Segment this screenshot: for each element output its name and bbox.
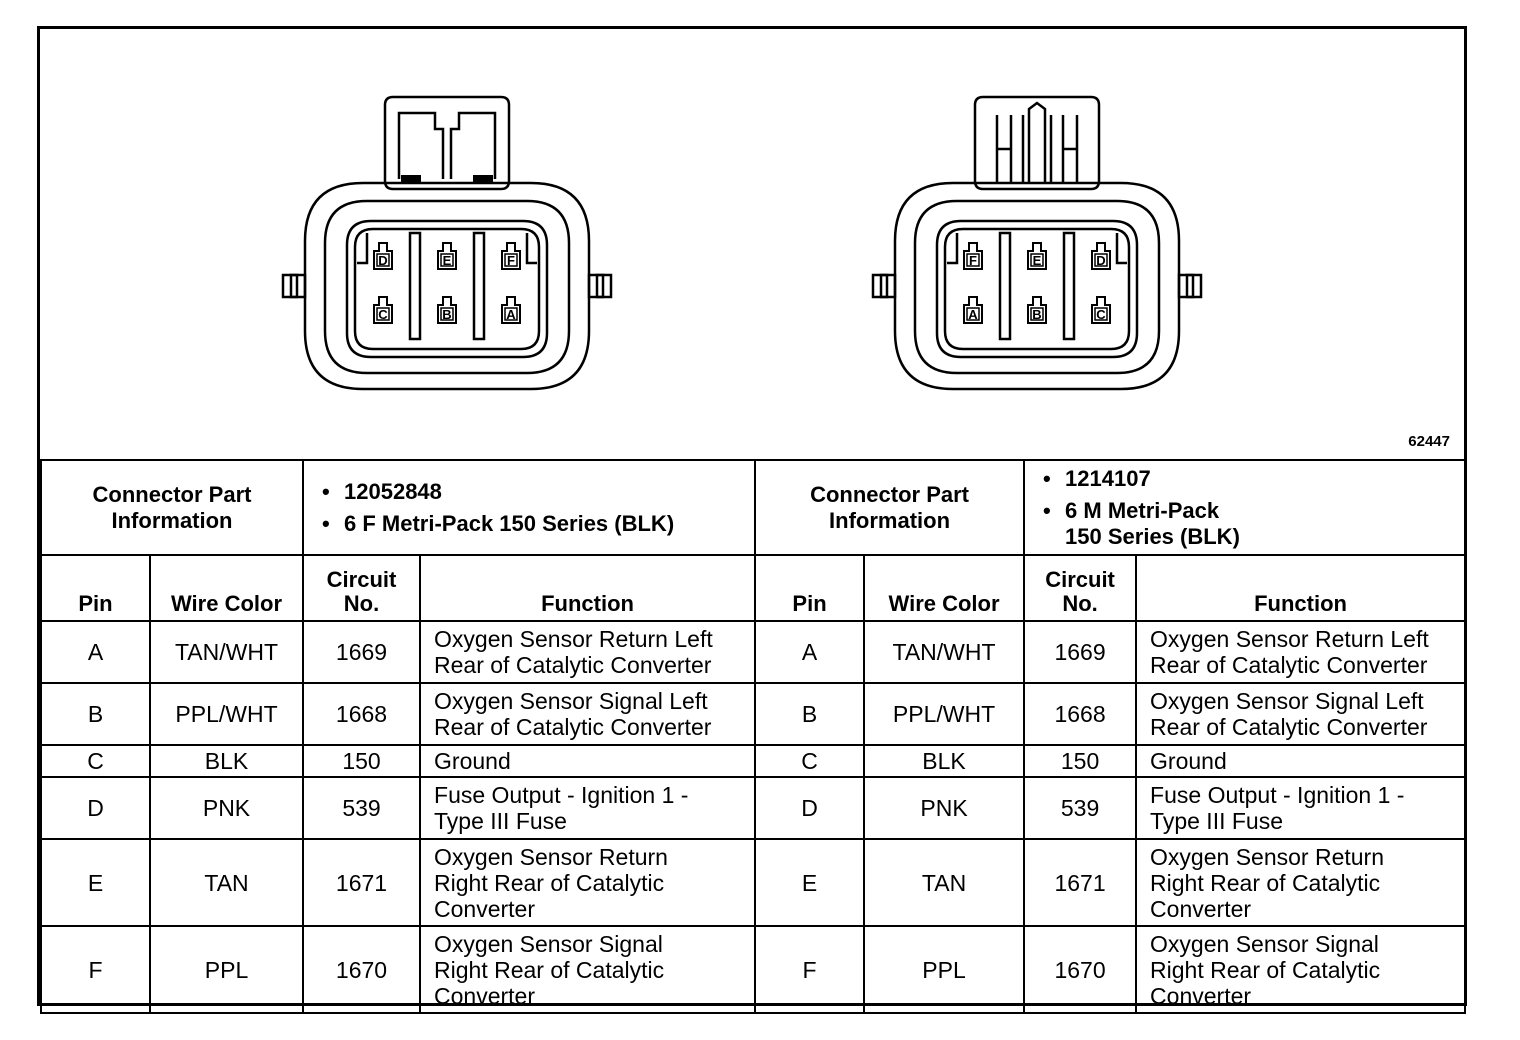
col-circuit-line: Circuit bbox=[1045, 567, 1115, 592]
table-row bbox=[41, 777, 1465, 839]
pin-label: B bbox=[1032, 307, 1042, 322]
col-function: Function bbox=[1136, 555, 1465, 621]
function-line: Oxygen Sensor Return bbox=[1150, 843, 1384, 870]
wire-color-cell: PPL bbox=[150, 926, 303, 1013]
connector-right bbox=[873, 97, 1201, 389]
col-wire-color: Wire Color bbox=[864, 555, 1024, 621]
function-line: Oxygen Sensor Signal bbox=[1150, 930, 1379, 957]
function-line: Rear of Catalytic Converter bbox=[434, 652, 712, 678]
side-ear-left-slot bbox=[881, 275, 887, 297]
circuit-cell: 1669 bbox=[1024, 621, 1136, 683]
circuit-cell: 1668 bbox=[303, 683, 420, 745]
connector-cavity bbox=[937, 221, 1137, 357]
circuit-cell: 1670 bbox=[303, 926, 420, 1013]
wire-color-cell: PNK bbox=[864, 777, 1024, 839]
function-cell bbox=[420, 926, 755, 1013]
function-line: Converter bbox=[434, 895, 535, 922]
function-line: Converter bbox=[434, 982, 535, 1009]
pin-label: E bbox=[442, 253, 452, 268]
pin-label: F bbox=[969, 253, 977, 268]
latch-tab bbox=[473, 175, 493, 183]
pin-cell: D bbox=[41, 777, 150, 839]
table-row bbox=[41, 621, 1465, 683]
connector-cavity-inner bbox=[945, 229, 1129, 349]
function-line: Ground bbox=[1150, 748, 1227, 774]
part-number: • 1214107 bbox=[1065, 466, 1464, 492]
function-line: Right Rear of Catalytic bbox=[1150, 956, 1381, 983]
circuit-cell: 539 bbox=[1024, 777, 1136, 839]
wire-color-cell: BLK bbox=[864, 745, 1024, 777]
latch-detail bbox=[997, 103, 1077, 183]
pin-label: F bbox=[507, 253, 515, 268]
function-cell bbox=[420, 683, 755, 745]
pin-label: C bbox=[1096, 307, 1106, 322]
connector-drawing bbox=[40, 29, 1464, 459]
connector-cavity-inner bbox=[355, 229, 539, 349]
figure-id: 62447 bbox=[1408, 433, 1450, 450]
side-ear-right-slot bbox=[597, 275, 603, 297]
function-line: Oxygen Sensor Return bbox=[434, 843, 668, 870]
col-circuit-line: Circuit bbox=[326, 567, 397, 592]
pin-divider bbox=[474, 233, 484, 339]
function-line: Oxygen Sensor Signal Left bbox=[1150, 688, 1424, 714]
function-cell bbox=[1136, 683, 1465, 745]
pin-divider bbox=[1000, 233, 1010, 339]
function-cell bbox=[1136, 621, 1465, 683]
table-row bbox=[41, 839, 1465, 926]
function-line: Fuse Output - Ignition 1 - bbox=[434, 782, 689, 808]
table-row bbox=[41, 745, 1465, 777]
pinout-table bbox=[40, 459, 1466, 1014]
col-pin: Pin bbox=[41, 555, 150, 621]
function-line: Oxygen Sensor Signal bbox=[434, 930, 663, 957]
function-line: Fuse Output - Ignition 1 - bbox=[1150, 782, 1405, 808]
function-cell bbox=[1136, 777, 1465, 839]
function-cell bbox=[1136, 926, 1465, 1013]
connector-info-label-left bbox=[41, 460, 303, 555]
connector-info-row bbox=[41, 460, 1465, 555]
function-line: Converter bbox=[1150, 895, 1252, 922]
circuit-cell: 1671 bbox=[303, 839, 420, 926]
function-line: Right Rear of Catalytic bbox=[434, 869, 665, 896]
connector-cavity bbox=[347, 221, 547, 357]
pin-label: A bbox=[968, 307, 978, 322]
col-circuit-line: No. bbox=[343, 591, 380, 616]
wire-color-cell: TAN/WHT bbox=[864, 621, 1024, 683]
col-pin: Pin bbox=[755, 555, 864, 621]
col-function: Function bbox=[420, 555, 755, 621]
pin-label: A bbox=[506, 307, 516, 322]
function-line: Right Rear of Catalytic bbox=[1150, 869, 1381, 896]
circuit-cell: 539 bbox=[303, 777, 420, 839]
latch-tab bbox=[401, 175, 421, 183]
pin-label: C bbox=[378, 307, 388, 322]
pin-cell: F bbox=[755, 926, 864, 1013]
wire-color-cell: PPL bbox=[864, 926, 1024, 1013]
info-label-line: Information bbox=[111, 507, 233, 533]
pin-cell: B bbox=[41, 683, 150, 745]
function-cell bbox=[420, 839, 755, 926]
side-ear-right bbox=[1179, 275, 1201, 297]
function-line: Type III Fuse bbox=[434, 808, 567, 834]
function-line: Rear of Catalytic Converter bbox=[434, 714, 712, 740]
function-line: Oxygen Sensor Return Left bbox=[1150, 626, 1429, 652]
connector-info-label-right bbox=[755, 460, 1024, 555]
circuit-cell: 150 bbox=[1024, 745, 1136, 777]
pin-cell: F bbox=[41, 926, 150, 1013]
wire-color-cell: TAN bbox=[864, 839, 1024, 926]
function-cell bbox=[420, 621, 755, 683]
wire-color-cell: PNK bbox=[150, 777, 303, 839]
connector-info-right bbox=[1024, 460, 1465, 555]
function-line: Ground bbox=[434, 748, 511, 774]
diagram-frame bbox=[37, 26, 1467, 1009]
pin-cell: A bbox=[755, 621, 864, 683]
wire-color-cell: TAN bbox=[150, 839, 303, 926]
side-ear-left-slot bbox=[291, 275, 297, 297]
part-description-cont: 150 Series (BLK) bbox=[1065, 523, 1240, 549]
col-circuit bbox=[1024, 555, 1136, 621]
connector-info-left bbox=[303, 460, 755, 555]
col-circuit-line: No. bbox=[1062, 591, 1098, 616]
col-circuit bbox=[303, 555, 420, 621]
part-description: • 6 M Metri-Pack bbox=[1065, 498, 1464, 524]
side-ear-left bbox=[283, 275, 305, 297]
function-cell bbox=[420, 777, 755, 839]
pin-label: B bbox=[442, 307, 452, 322]
pin-label: D bbox=[1096, 253, 1106, 268]
part-number: • 12052848 bbox=[344, 479, 754, 505]
circuit-cell: 1668 bbox=[1024, 683, 1136, 745]
pin-cell: C bbox=[41, 745, 150, 777]
col-wire-color: Wire Color bbox=[150, 555, 303, 621]
function-cell bbox=[1136, 839, 1465, 926]
wire-color-cell: BLK bbox=[150, 745, 303, 777]
function-cell bbox=[1136, 745, 1465, 777]
table-row bbox=[41, 683, 1465, 745]
part-description: • 6 F Metri-Pack 150 Series (BLK) bbox=[344, 511, 754, 537]
function-line: Rear of Catalytic Converter bbox=[1150, 714, 1428, 740]
function-line: Rear of Catalytic Converter bbox=[1150, 652, 1428, 678]
function-line: Oxygen Sensor Signal Left bbox=[434, 688, 708, 714]
function-line: Type III Fuse bbox=[1150, 808, 1283, 834]
pin-label: E bbox=[1032, 253, 1042, 268]
table-row bbox=[41, 926, 1465, 1013]
circuit-cell: 150 bbox=[303, 745, 420, 777]
pin-cell: B bbox=[755, 683, 864, 745]
function-cell bbox=[420, 745, 755, 777]
side-ear-left bbox=[873, 275, 895, 297]
circuit-cell: 1669 bbox=[303, 621, 420, 683]
latch-detail bbox=[399, 113, 495, 179]
wire-color-cell: PPL/WHT bbox=[150, 683, 303, 745]
side-ear-right-slot bbox=[1187, 275, 1193, 297]
info-label-line: Information bbox=[829, 507, 951, 533]
column-header-row bbox=[41, 555, 1465, 621]
wire-color-cell: PPL/WHT bbox=[864, 683, 1024, 745]
circuit-cell: 1670 bbox=[1024, 926, 1136, 1013]
circuit-cell: 1671 bbox=[1024, 839, 1136, 926]
latch bbox=[975, 97, 1099, 189]
function-line: Converter bbox=[1150, 982, 1252, 1009]
function-line: Right Rear of Catalytic bbox=[434, 956, 665, 983]
wire-color-cell: TAN/WHT bbox=[150, 621, 303, 683]
pin-cell: E bbox=[41, 839, 150, 926]
pin-cell: D bbox=[755, 777, 864, 839]
pin-cell: E bbox=[755, 839, 864, 926]
pin-divider bbox=[1064, 233, 1074, 339]
info-label-line: Connector Part bbox=[810, 481, 969, 507]
pin-divider bbox=[410, 233, 420, 339]
connector-left bbox=[283, 97, 611, 389]
info-label-line: Connector Part bbox=[92, 481, 252, 507]
side-ear-right bbox=[589, 275, 611, 297]
function-line: Oxygen Sensor Return Left bbox=[434, 626, 713, 652]
pin-cell: A bbox=[41, 621, 150, 683]
pin-label: D bbox=[378, 253, 388, 268]
pin-cell: C bbox=[755, 745, 864, 777]
